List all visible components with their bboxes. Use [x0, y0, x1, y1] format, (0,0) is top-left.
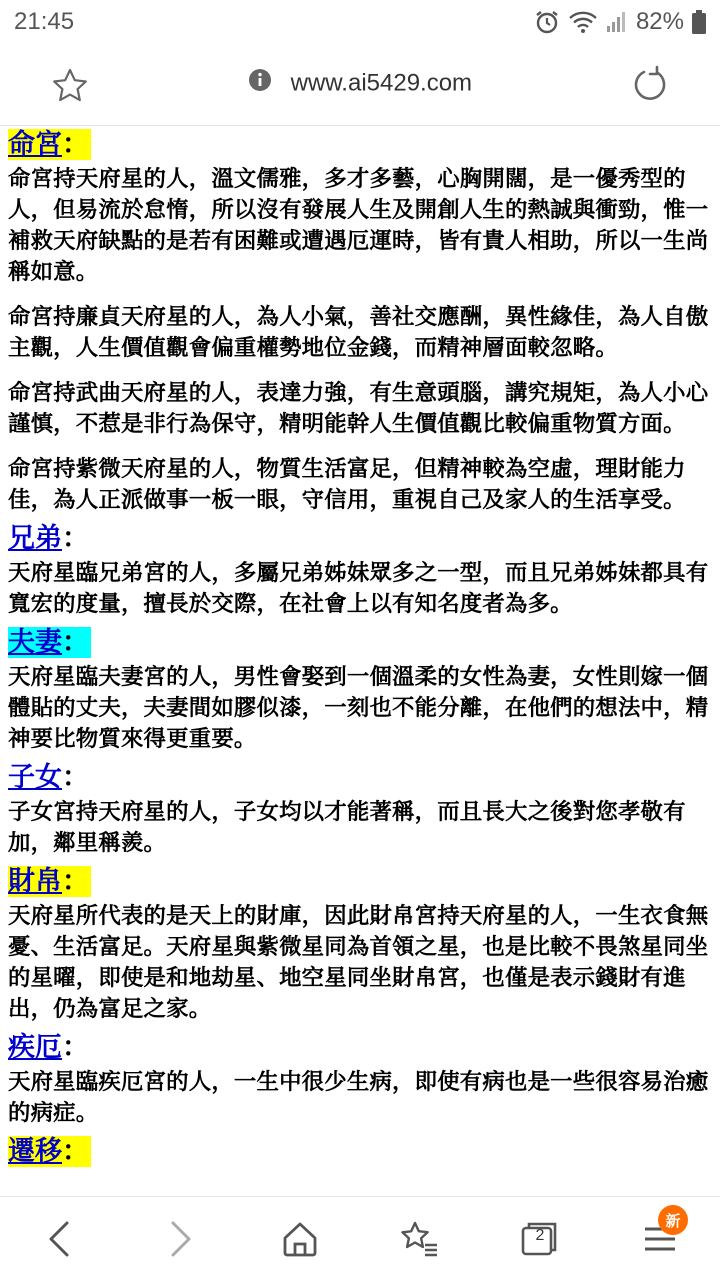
battery-icon [692, 10, 706, 34]
section-link[interactable]: 財帛 [8, 866, 62, 897]
battery-level: 82% [635, 8, 684, 35]
reload-button[interactable] [630, 64, 672, 106]
section-link[interactable]: 命宮 [8, 129, 62, 160]
status-icons [534, 8, 706, 36]
reload-icon [630, 64, 672, 106]
new-badge: 新 [658, 1205, 688, 1235]
url-field[interactable] [0, 68, 720, 99]
info-icon[interactable] [248, 68, 272, 99]
section-heading-highlight [8, 1136, 91, 1167]
section-heading-highlight [8, 129, 91, 160]
section-colon: ： [62, 866, 89, 897]
paragraph: 命宮持武曲天府星的人，表達力強，有生意頭腦，講究規矩，為人小心謹慎，不惹是非行為保守，精明能幹人生價值觀比較偏重物質方面。 [8, 380, 709, 437]
page-content [0, 126, 720, 1196]
url-text: www.ai5429.com [290, 69, 473, 97]
section-heading-highlight [8, 523, 91, 554]
signal-icon [606, 11, 628, 33]
section-heading-highlight [8, 627, 91, 658]
paragraph: 命宮持天府星的人，溫文儒雅，多才多藝，心胸開闊，是一優秀型的人，但易流於怠惰，所以沒有發展人生及開創人生的熱誠與衝勁，惟一補救天府缺點的是若有困難或遭遇厄運時，皆有貴人相助，所以一生尚稱如意。 [8, 166, 709, 285]
paragraph: 天府星所代表的是天上的財庫，因此財帛宮持天府星的人，一生衣食無憂、生活富足。天府星與紫微星同為首領之星，也是比較不畏煞星同坐的星曜，即使是和地劫星、地空星同坐財帛宮，也僅是表示錢財有進出，仍為富足之家。 [8, 903, 709, 1022]
section-heading-highlight [8, 762, 91, 793]
section-heading [8, 1031, 712, 1065]
paragraph: 天府星臨兄弟宮的人，多屬兄弟姊妹眾多之一型，而且兄弟姊妹都具有寬宏的度量，擅長於交際，在社會上以有知名度者為多。 [8, 560, 709, 617]
paragraph: 命宮持紫微天府星的人，物質生活富足，但精神較為空虛，理財能力佳，為人正派做事一板一眼，守信用，重視自己及家人的生活享受。 [8, 456, 686, 513]
section-link[interactable]: 夫妻 [8, 627, 62, 658]
paragraph: 天府星臨夫妻宮的人，男性會娶到一個溫柔的女性為妻，女性則嫁一個體貼的丈夫，夫妻間如膠似漆，一刻也不能分離，在他們的想法中，精神要比物質來得更重要。 [8, 664, 709, 752]
section-colon: ： [62, 129, 89, 160]
paragraph: 天府星臨疾厄宮的人，一生中很少生病，即使有病也是一些很容易治癒的病症。 [8, 1069, 709, 1126]
section-link[interactable]: 兄弟 [8, 523, 62, 554]
section-heading [8, 128, 712, 162]
section-link[interactable]: 遷移 [8, 1136, 62, 1167]
section-heading-highlight [8, 1032, 91, 1063]
section-colon: ： [62, 1032, 89, 1063]
section-colon: ： [62, 523, 89, 554]
status-bar [0, 0, 720, 44]
star-list-icon [399, 1219, 441, 1259]
paragraph: 命宮持廉貞天府星的人，為人小氣，善社交應酬，異性緣佳，為人自傲主觀，人生價值觀會偏重權勢地位金錢，而精神層面較忽略。 [8, 304, 709, 361]
chevron-left-icon [45, 1219, 75, 1259]
section-colon: ： [62, 1136, 89, 1167]
menu-button[interactable] [630, 1209, 690, 1269]
paragraph: 子女宮持天府星的人，子女均以才能著稱，而且長大之後對您孝敬有加，鄰里稱羨。 [8, 799, 686, 856]
section-colon: ： [62, 762, 89, 793]
wifi-icon [568, 10, 598, 34]
section-heading [8, 522, 712, 556]
home-icon [280, 1219, 320, 1259]
bottom-toolbar [0, 1196, 720, 1281]
chevron-right-icon [165, 1219, 195, 1259]
section-heading [8, 761, 712, 795]
alarm-icon [534, 9, 560, 35]
section-heading [8, 1135, 712, 1169]
tab-count: 2 [535, 1227, 545, 1244]
bookmarks-button[interactable] [390, 1209, 450, 1269]
section-colon: ： [62, 627, 89, 658]
section-heading-highlight [8, 866, 91, 897]
forward-button[interactable] [150, 1209, 210, 1269]
section-link[interactable]: 子女 [8, 762, 62, 793]
home-button[interactable] [270, 1209, 330, 1269]
address-bar [0, 44, 720, 126]
status-time: 21:45 [14, 8, 75, 35]
section-heading [8, 865, 712, 899]
back-button[interactable] [30, 1209, 90, 1269]
section-heading [8, 626, 712, 660]
section-link[interactable]: 疾厄 [8, 1032, 62, 1063]
tabs-button[interactable] [510, 1209, 570, 1269]
